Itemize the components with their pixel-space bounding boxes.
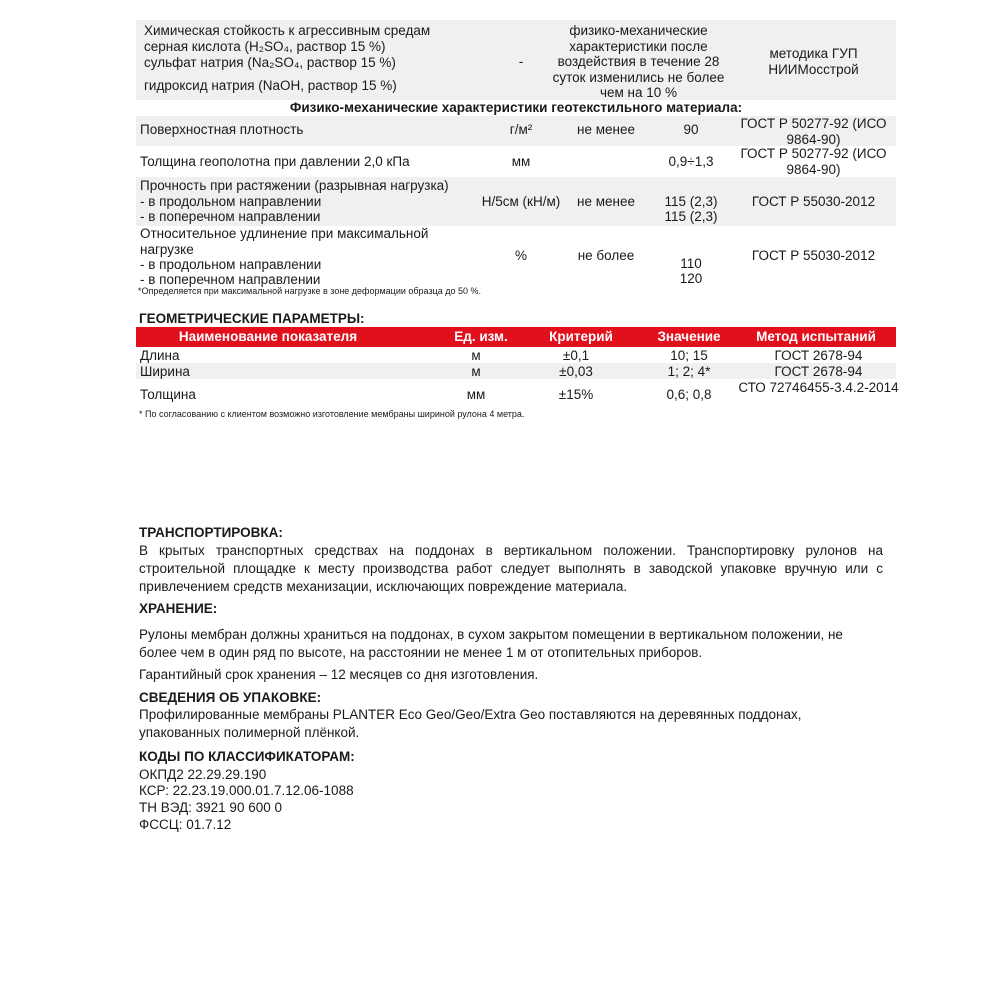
param-value: 120	[679, 271, 703, 286]
geo-method: ГОСТ 2678-94	[774, 348, 863, 363]
table-row	[136, 347, 896, 363]
geo-criterion: ±15%	[558, 387, 594, 402]
geometric-section-title: ГЕОМЕТРИЧЕСКИЕ ПАРАМЕТРЫ:	[139, 311, 365, 326]
geometric-footnote: * По согласованию с клиентом возможно изготовление мембраны шириной рулона 4 метра.	[139, 409, 525, 419]
param-unit: %	[514, 248, 527, 263]
geo-unit: м	[471, 364, 481, 379]
code-item: ФССЦ: 01.7.12	[139, 817, 232, 832]
param-value: 115 (2,3)	[664, 209, 718, 224]
header-value: Значение	[657, 329, 721, 344]
geo-name: Длина	[140, 348, 180, 363]
param-method: ГОСТ Р 50277-92 (ИСО 9864-90)	[740, 116, 887, 147]
table-row	[136, 363, 896, 379]
param-criterion: не менее	[577, 122, 635, 137]
header-name: Наименование показателя	[178, 329, 358, 344]
param-name: Толщина геополотна при давлении 2,0 кПа	[140, 154, 410, 169]
param-unit: мм	[511, 154, 531, 169]
param-subname: - в продольном направлении	[140, 194, 322, 209]
chemical-criterion: физико-механические характеристики после воздействия в течение 28 суток изменились не более чем на 10 %	[552, 23, 725, 100]
chemical-medium: серная кислота (H₂SO₄, раствор 15 %)	[144, 39, 386, 54]
param-value: 110	[680, 256, 702, 271]
chemical-method: методика ГУП НИИМосстрой	[768, 46, 859, 77]
geo-value: 0,6; 0,8	[666, 387, 712, 402]
physical-section-title: Физико-механические характеристики геотекстильного материала:	[289, 100, 743, 115]
param-method: ГОСТ Р 50277-92 (ИСО 9864-90)	[740, 146, 887, 177]
param-method: ГОСТ Р 55030-2012	[751, 194, 876, 209]
header-criterion: Критерий	[549, 329, 613, 344]
storage-heading: ХРАНЕНИЕ:	[139, 601, 218, 616]
footnote: *Определяется при максимальной нагрузке в зоне деформации образца до 50 %.	[138, 286, 482, 296]
geo-criterion: ±0,1	[562, 348, 590, 363]
geo-unit: м	[471, 348, 481, 363]
table-row	[136, 146, 896, 176]
geometric-table-header	[136, 327, 896, 347]
packaging-text: Профилированные мембраны PLANTER Eco Geo/Geo/Extra Geo поставляются на деревянных поддонах, упакованных полимерной плёнкой.	[139, 707, 802, 740]
geo-method: ГОСТ 2678-94	[774, 364, 863, 379]
param-subname: - в поперечном направлении	[140, 272, 321, 287]
table-row	[136, 116, 896, 146]
table-row	[136, 379, 899, 409]
table-row	[136, 177, 896, 226]
chemical-resistance-row	[136, 20, 896, 100]
chemical-medium: гидроксид натрия (NaOH, раствор 15 %)	[144, 78, 397, 93]
param-criterion: не более	[577, 248, 635, 263]
chemical-title: Химическая стойкость к агрессивным средам	[144, 23, 431, 38]
param-unit: г/м²	[509, 122, 533, 137]
geo-criterion: ±0,03	[559, 364, 593, 379]
transport-heading: ТРАНСПОРТИРОВКА:	[139, 525, 283, 540]
param-name: Прочность при растяжении (разрывная нагрузка)	[140, 178, 449, 193]
param-name: Относительное удлинение при максимальной нагрузке	[140, 226, 429, 257]
code-item: КСР: 22.23.19.000.01.7.12.06-1088	[139, 783, 354, 798]
storage-text: Рулоны мембран должны храниться на поддонах, в сухом закрытом помещении в вертикальном положении, не более чем в один ряд по высоте, на расстоянии не менее 1 м от отопительных приборов.	[139, 627, 843, 660]
param-subname: - в продольном направлении	[140, 257, 322, 272]
param-value: 90	[683, 122, 699, 137]
chemical-unit: -	[518, 54, 524, 69]
codes-heading: КОДЫ ПО КЛАССИФИКАТОРАМ:	[139, 749, 355, 764]
storage-guarantee: Гарантийный срок хранения – 12 месяцев со дня изготовления.	[139, 667, 539, 682]
geo-unit: мм	[466, 387, 486, 402]
param-method: ГОСТ Р 55030-2012	[751, 248, 876, 263]
chemical-medium: сульфат натрия (Na₂SO₄, раствор 15 %)	[144, 55, 396, 70]
geo-value: 10; 15	[670, 348, 708, 363]
code-item: ТН ВЭД: 3921 90 600 0	[139, 800, 282, 815]
geo-value: 1; 2; 4*	[667, 364, 711, 379]
param-subname: - в поперечном направлении	[140, 209, 321, 224]
packaging-heading: СВЕДЕНИЯ ОБ УПАКОВКЕ:	[139, 690, 322, 705]
transport-text: В крытых транспортных средствах на поддонах в вертикальном положении. Транспортировку рулонов на строительной площадке к месту производства работ следует выполнять в заводской упаковке вручную или с привлечением средств механизации, исключающих повреждение материала.	[139, 543, 883, 594]
param-criterion: не менее	[577, 194, 635, 209]
param-value: 115 (2,3)	[664, 194, 718, 209]
code-item: ОКПД2 22.29.29.190	[139, 767, 267, 782]
param-name: Поверхностная плотность	[140, 122, 304, 137]
header-method: Метод испытаний	[756, 329, 876, 344]
table-row	[136, 226, 896, 300]
param-value: 0,9÷1,3	[668, 154, 714, 169]
header-unit: Ед. изм.	[454, 329, 508, 344]
geo-name: Ширина	[140, 364, 190, 379]
geo-method: СТО 72746455-3.4.2-2014	[738, 380, 899, 395]
param-unit: Н/5см (кН/м)	[481, 194, 561, 209]
geo-name: Толщина	[140, 387, 196, 402]
